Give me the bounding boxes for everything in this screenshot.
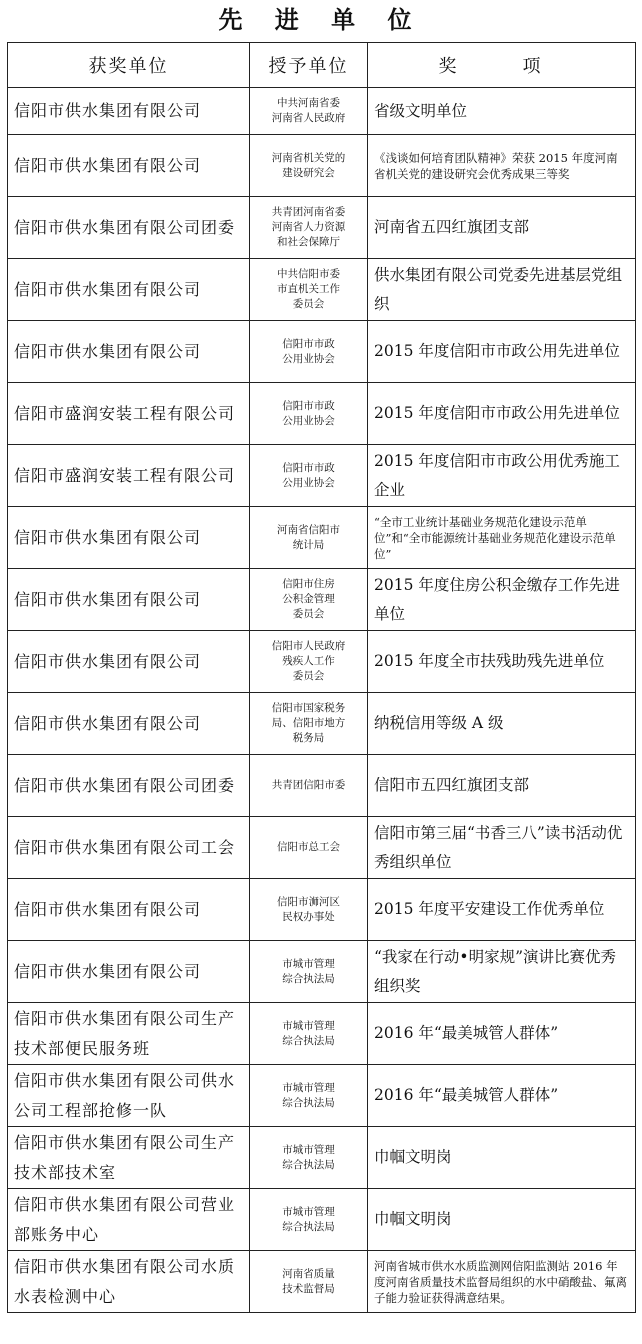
- table-row: [8, 1189, 636, 1251]
- award-name: 2016 年“最美城管人群体”: [368, 1065, 636, 1127]
- award-name: 供水集团有限公司党委先进基层党组织: [368, 259, 636, 321]
- award-name: 巾帼文明岗: [368, 1189, 636, 1251]
- header-award: 奖 项: [368, 43, 636, 88]
- award-recipient: 信阳市供水集团有限公司: [8, 941, 250, 1003]
- table-row: [8, 817, 636, 879]
- award-recipient: 信阳市供水集团有限公司: [8, 88, 250, 135]
- award-recipient: 信阳市供水集团有限公司营业部账务中心: [8, 1189, 250, 1251]
- award-name: 省级文明单位: [368, 88, 636, 135]
- granting-body: 中共信阳市委 市直机关工作 委员会: [250, 259, 368, 321]
- award-name: 纳税信用等级 A 级: [368, 693, 636, 755]
- award-recipient: 信阳市供水集团有限公司: [8, 879, 250, 941]
- award-recipient: 信阳市供水集团有限公司生产技术部便民服务班: [8, 1003, 250, 1065]
- award-name: 信阳市第三届“书香三八”读书活动优秀组织单位: [368, 817, 636, 879]
- table-row: [8, 383, 636, 445]
- header-grantor: 授予单位: [250, 43, 368, 88]
- granting-body: 信阳市总工会: [250, 817, 368, 879]
- table-row: [8, 1065, 636, 1127]
- award-recipient: 信阳市供水集团有限公司水质水表检测中心: [8, 1251, 250, 1313]
- granting-body: 信阳市住房 公积金管理 委员会: [250, 569, 368, 631]
- granting-body: 信阳市市政 公用业协会: [250, 383, 368, 445]
- table-row: [8, 941, 636, 1003]
- award-recipient: 信阳市供水集团有限公司: [8, 259, 250, 321]
- granting-body: 中共河南省委 河南省人民政府: [250, 88, 368, 135]
- award-name: 2015 年度平安建设工作优秀单位: [368, 879, 636, 941]
- award-name: 2015 年度信阳市市政公用先进单位: [368, 383, 636, 445]
- table-row: [8, 1251, 636, 1313]
- table-row: [8, 755, 636, 817]
- awards-table: [7, 42, 636, 1313]
- granting-body: 信阳市市政 公用业协会: [250, 445, 368, 507]
- table-row: [8, 197, 636, 259]
- award-recipient: 信阳市供水集团有限公司: [8, 321, 250, 383]
- award-name: “我家在行动•明家规”演讲比赛优秀组织奖: [368, 941, 636, 1003]
- granting-body: 共青团信阳市委: [250, 755, 368, 817]
- table-row: [8, 879, 636, 941]
- award-name: 2015 年度全市扶残助残先进单位: [368, 631, 636, 693]
- table-row: [8, 1003, 636, 1065]
- granting-body: 信阳市国家税务 局、信阳市地方 税务局: [250, 693, 368, 755]
- award-name: 2015 年度住房公积金缴存工作先进单位: [368, 569, 636, 631]
- award-name: 2015 年度信阳市市政公用先进单位: [368, 321, 636, 383]
- table-row: [8, 693, 636, 755]
- granting-body: 河南省机关党的 建设研究会: [250, 135, 368, 197]
- table-row: [8, 569, 636, 631]
- table-header-row: [8, 43, 636, 88]
- award-recipient: 信阳市供水集团有限公司供水公司工程部抢修一队: [8, 1065, 250, 1127]
- header-unit: 获奖单位: [8, 43, 250, 88]
- granting-body: 市城市管理 综合执法局: [250, 941, 368, 1003]
- granting-body: 共青团河南省委 河南省人力资源 和社会保障厅: [250, 197, 368, 259]
- table-row: [8, 321, 636, 383]
- award-recipient: 信阳市供水集团有限公司: [8, 631, 250, 693]
- granting-body: 信阳市市政 公用业协会: [250, 321, 368, 383]
- table-row: [8, 259, 636, 321]
- award-recipient: 信阳市供水集团有限公司: [8, 135, 250, 197]
- award-name: 2015 年度信阳市市政公用优秀施工企业: [368, 445, 636, 507]
- award-name: 河南省五四红旗团支部: [368, 197, 636, 259]
- granting-body: 河南省质量 技术监督局: [250, 1251, 368, 1313]
- award-name: 河南省城市供水水质监测网信阳监测站 2016 年度河南省质量技术监督局组织的水中硝酸盐、氟离子能力验证获得满意结果。: [368, 1251, 636, 1313]
- award-name: “全市工业统计基础业务规范化建设示范单位”和“全市能源统计基础业务规范化建设示范单位”: [368, 507, 636, 569]
- award-name: 巾帼文明岗: [368, 1127, 636, 1189]
- award-name: 信阳市五四红旗团支部: [368, 755, 636, 817]
- table-row: [8, 507, 636, 569]
- table-row: [8, 1127, 636, 1189]
- award-recipient: 信阳市供水集团有限公司团委: [8, 755, 250, 817]
- table-row: [8, 135, 636, 197]
- table-row: [8, 445, 636, 507]
- table-row: [8, 88, 636, 135]
- granting-body: 信阳市浉河区 民权办事处: [250, 879, 368, 941]
- page-title: 先 进 单 位: [218, 5, 424, 34]
- table-row: [8, 631, 636, 693]
- award-recipient: 信阳市供水集团有限公司: [8, 693, 250, 755]
- award-recipient: 信阳市盛润安装工程有限公司: [8, 383, 250, 445]
- granting-body: 市城市管理 综合执法局: [250, 1003, 368, 1065]
- granting-body: 河南省信阳市 统计局: [250, 507, 368, 569]
- award-recipient: 信阳市供水集团有限公司工会: [8, 817, 250, 879]
- award-recipient: 信阳市供水集团有限公司团委: [8, 197, 250, 259]
- award-recipient: 信阳市供水集团有限公司: [8, 569, 250, 631]
- award-name: 2016 年“最美城管人群体”: [368, 1003, 636, 1065]
- award-name: 《浅谈如何培育团队精神》荣获 2015 年度河南省机关党的建设研究会优秀成果三等奖: [368, 135, 636, 197]
- award-recipient: 信阳市供水集团有限公司生产技术部技术室: [8, 1127, 250, 1189]
- award-recipient: 信阳市供水集团有限公司: [8, 507, 250, 569]
- granting-body: 市城市管理 综合执法局: [250, 1127, 368, 1189]
- granting-body: 信阳市人民政府 残疾人工作 委员会: [250, 631, 368, 693]
- granting-body: 市城市管理 综合执法局: [250, 1065, 368, 1127]
- award-recipient: 信阳市盛润安装工程有限公司: [8, 445, 250, 507]
- granting-body: 市城市管理 综合执法局: [250, 1189, 368, 1251]
